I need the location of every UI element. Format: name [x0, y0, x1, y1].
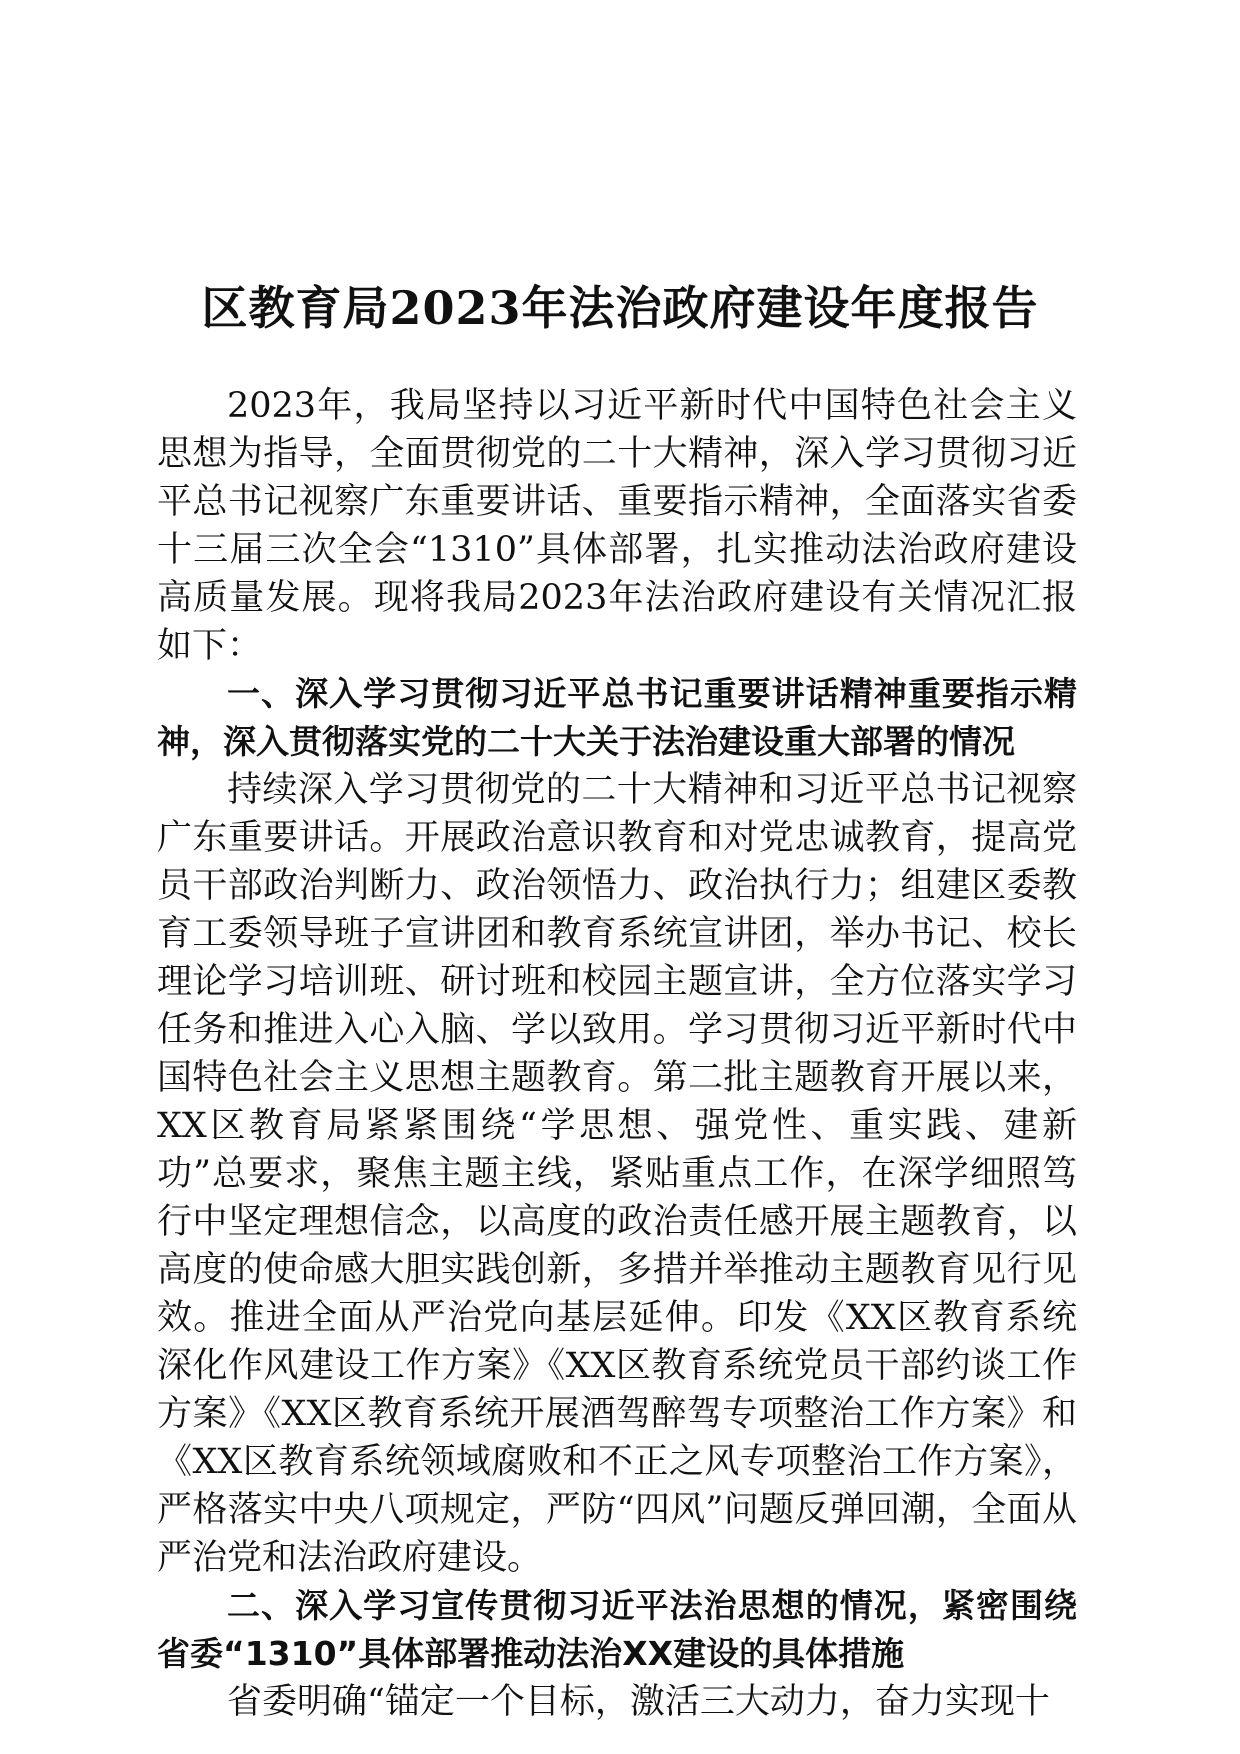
document-title: 区教育局2023年法治政府建设年度报告	[201, 280, 1039, 335]
section-2-paragraph: 省委明确“锚定一个目标，激活三大动力，奋力实现十	[227, 1682, 1050, 1722]
section-1-heading: 一、深入学习贯彻习近平总书记重要讲话精神重要指示精神，深入贯彻落实党的二十大关于法治建设重大部署的情况	[157, 674, 1077, 761]
section-2-heading: 二、深入学习宣传贯彻习近平法治思想的情况，紧密围绕省委“1310”具体部署推动法治XX建设的具体措施	[157, 1586, 1077, 1673]
document-body	[157, 382, 1077, 1726]
section-1-paragraph: 持续深入学习贯彻党的二十大精神和习近平总书记视察广东重要讲话。开展政治意识教育和对党忠诚教育，提高党员干部政治判断力、政治领悟力、政治执行力；组建区委教育工委领导班子宣讲团和教育系统宣讲团，举办书记、校长理论学习培训班、研讨班和校园主题宣讲，全方位落实学习任务和推进入心入脑、学以致用。学习贯彻习近平新时代中国特色社会主义思想主题教育。第二批主题教育开展以来，XX区教育局紧紧围绕“学思想、强党性、重实践、建新功”总要求，聚焦主题主线，紧贴重点工作，在深学细照笃行中坚定理想信念，以高度的政治责任感开展主题教育，以高度的使命感大胆实践创新，多措并举推动主题教育见行见效。推进全面从严治党向基层延伸。印发《XX区教育系统深化作风建设工作方案》《XX区教育系统党员干部约谈工作方案》《XX区教育系统开展酒驾醉驾专项整治工作方案》和《XX区教育系统领域腐败和不正之风专项整治工作方案》，严格落实中央八项规定，严防“四风”问题反弹回潮，全面从严治党和法治政府建设。	[157, 770, 1077, 1578]
intro-paragraph: 2023年，我局坚持以习近平新时代中国特色社会主义思想为指导，全面贯彻党的二十大精神，深入学习贯彻习近平总书记视察广东重要讲话、重要指示精神，全面落实省委十三届三次全会“1310”具体部署，扎实推动法治政府建设高质量发展。现将我局2023年法治政府建设有关情况汇报如下：	[157, 386, 1077, 666]
